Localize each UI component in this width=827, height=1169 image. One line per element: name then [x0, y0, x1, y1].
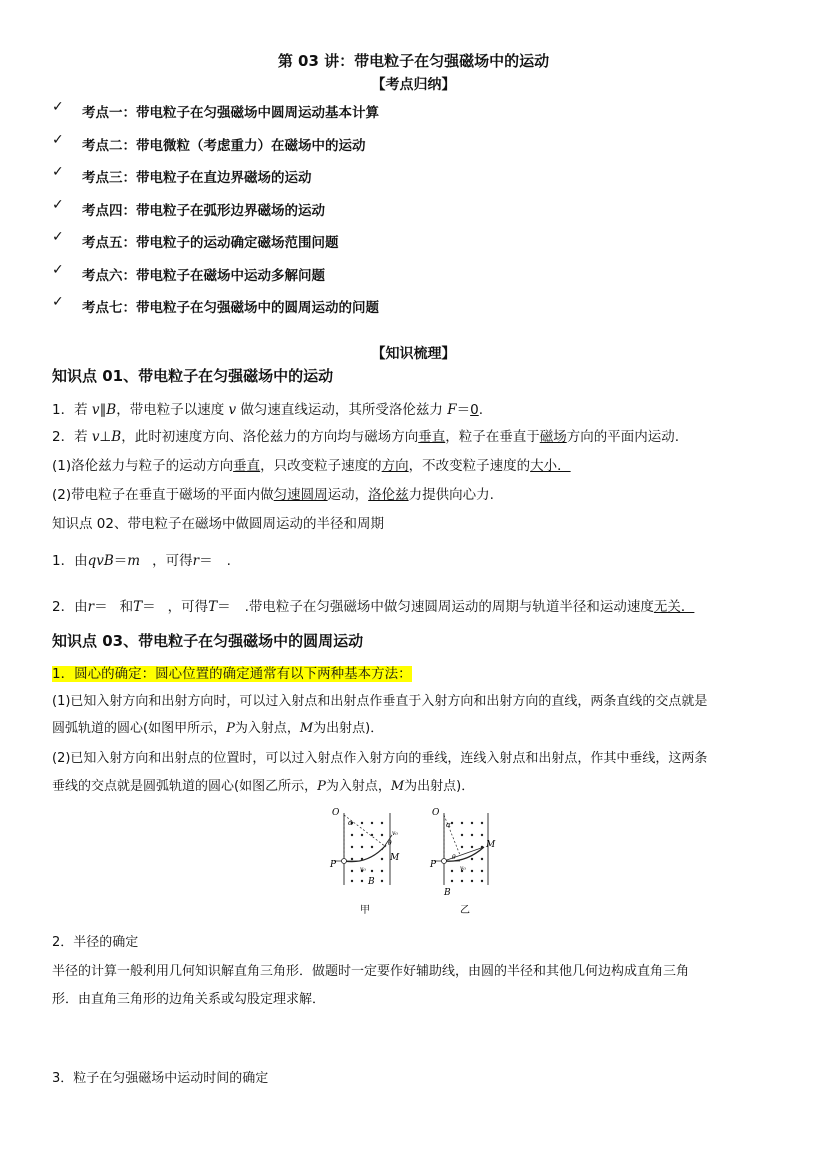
check-icon: ✓ [52, 99, 64, 115]
page-title: 第 03 讲：带电粒子在匀强磁场中的运动 [277, 52, 550, 70]
k1-title: 知识点 01、带电粒子在匀强磁场中的运动 [52, 367, 334, 385]
kaodian-item: 考点六：带电粒子在磁场中运动多解问题 [82, 268, 325, 284]
check-icon: ✓ [52, 294, 64, 310]
kaodian-item: 考点七：带电粒子在匀强磁场中的圆周运动的问题 [82, 300, 379, 316]
s2-title: 2．半径的确定 [52, 935, 139, 950]
kaodian-item: 考点二：带电微粒（考虑重力）在磁场中的运动 [82, 138, 366, 154]
k3-p2-line1: (2)已知入射方向和出射点的位置时，可以过入射点作入射方向的垂线，连线入射点和出射点，作其中垂线，这两条 [52, 751, 708, 766]
kaodian-item: 考点四：带电粒子在弧形边界磁场的运动 [82, 203, 325, 219]
fig-label-alpha: α [348, 819, 353, 827]
fig-label-b: B [368, 877, 375, 887]
k1-line2: 2．若 v⊥B，此时初速度方向、洛伦兹力的方向均与磁场方向垂直，粒子在垂直于磁场方向的平面内运动. [52, 429, 680, 445]
fig-label-v0-bottom: v₀ [360, 866, 366, 873]
fig2-label-p: P [430, 860, 437, 870]
check-icon: ✓ [52, 164, 64, 180]
fig2-label-v0: v₀ [460, 865, 466, 872]
check-icon: ✓ [52, 262, 64, 278]
k1-line1: 1．若 v∥B，带电粒子以速度 v 做匀速直线运动，其所受洛伦兹力 F＝0. [52, 402, 483, 418]
s2-line2: 形．由直角三角形的边角关系或勾股定理求解． [52, 992, 326, 1007]
k3-p1-line2: 圆弧轨道的圆心(如图甲所示，P为入射点，M为出射点)． [52, 721, 384, 736]
fig-label-theta: θ [388, 840, 392, 847]
fig2-label-o: O [432, 808, 440, 818]
k3-highlight-line: 1．圆心的确定：圆心位置的确定通常有以下两种基本方法： [52, 666, 412, 682]
k1-line4: (2)带电粒子在垂直于磁场的平面内做匀速圆周运动，洛伦兹力提供向心力. [52, 487, 494, 503]
fig-label-v0: v₀ [392, 830, 398, 837]
k3-title: 知识点 03、带电粒子在匀强磁场中的圆周运动 [52, 632, 364, 650]
fig-label-o: O [332, 808, 340, 818]
fig-label-p: P [330, 860, 337, 870]
fig2-label-theta: θ [452, 854, 456, 861]
circle-center-figure [320, 805, 520, 920]
fig2-label-b: B [444, 888, 451, 898]
fig2-label-m: M [486, 840, 496, 850]
fig-label-m: M [390, 853, 400, 863]
kaodian-item: 考点五：带电粒子的运动确定磁场范围问题 [82, 235, 339, 251]
figure-jia [329, 808, 400, 916]
figure-yi [429, 808, 496, 916]
fig-caption-yi: 乙 [460, 905, 470, 916]
s3-title: 3．粒子在匀强磁场中运动时间的确定 [52, 1071, 269, 1086]
fig-caption-jia: 甲 [360, 905, 370, 916]
s2-line1: 半径的计算一般利用几何知识解直角三角形．做题时一定要作好辅助线，由圆的半径和其他几何边构成直角三角 [52, 964, 690, 979]
kaodian-item: 考点三：带电粒子在直边界磁场的运动 [82, 170, 312, 186]
zhishi-header: 【知识梳理】 [371, 346, 456, 362]
k2-title: 知识点 02、带电粒子在磁场中做圆周运动的半径和周期 [52, 516, 384, 532]
k1-line3: (1)洛伦兹力与粒子的运动方向垂直，只改变粒子速度的方向，不改变粒子速度的大小． [52, 458, 571, 474]
check-icon: ✓ [52, 132, 64, 148]
k3-p2-line2: 垂线的交点就是圆弧轨道的圆心(如图乙所示，P为入射点，M为出射点)． [52, 779, 475, 794]
k2-line1: 1．由qvB＝m ，可得r＝ . [52, 553, 231, 569]
k3-p1-line1: (1)已知入射方向和出射方向时，可以过入射点和出射点作垂直于入射方向和出射方向的直线，两条直线的交点就是 [52, 694, 708, 709]
k2-line2: 2．由r＝ 和T＝ ，可得T＝ .带电粒子在匀强磁场中做匀速圆周运动的周期与轨道半径和运动速度无关． [52, 599, 695, 615]
kaodian-header: 【考点归纳】 [371, 77, 456, 93]
kaodian-item: 考点一：带电粒子在匀强磁场中圆周运动基本计算 [82, 105, 379, 121]
fig2-label-alpha: α [446, 821, 451, 829]
check-icon: ✓ [52, 197, 64, 213]
check-icon: ✓ [52, 229, 64, 245]
